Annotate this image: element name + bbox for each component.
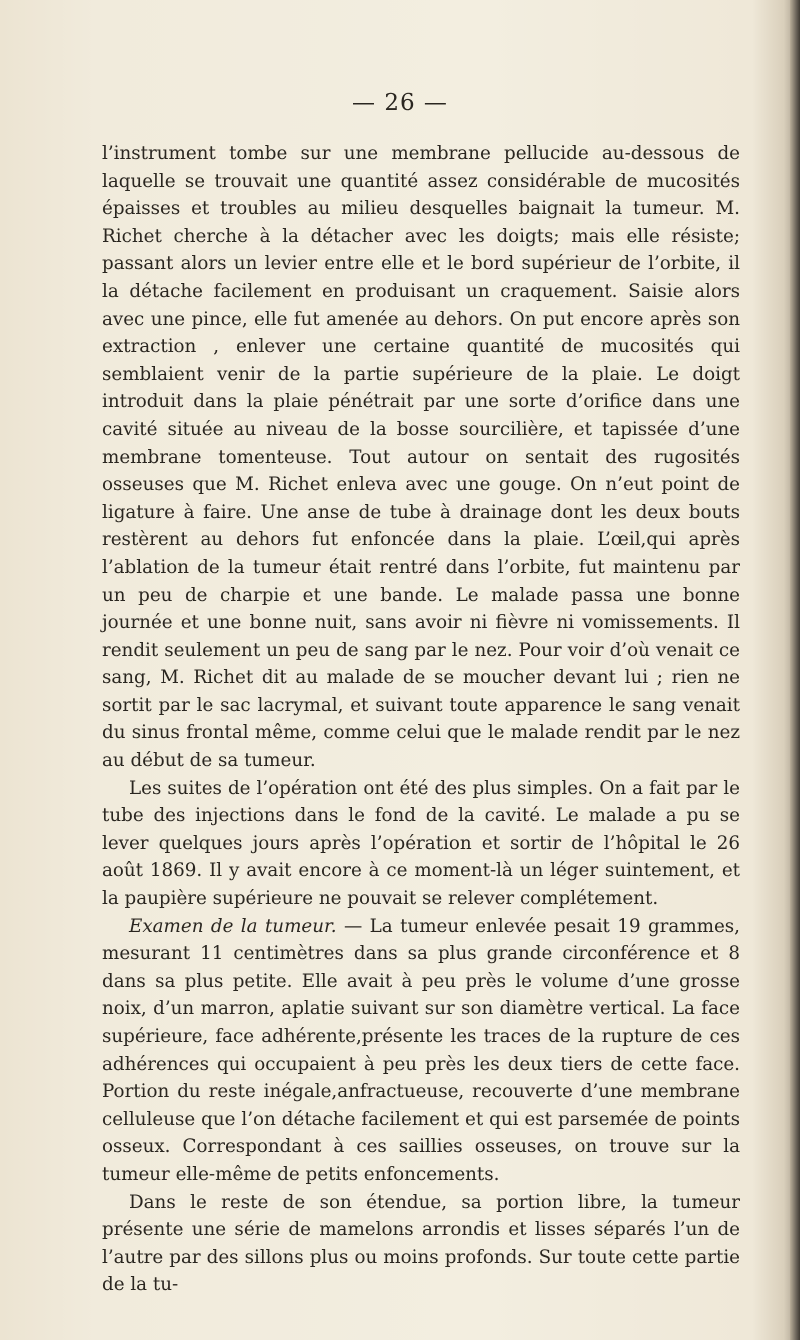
- page-number-header: — 26 —: [352, 90, 448, 116]
- paragraph-tumor-examination-text: — La tumeur enlevée pesait 19 grammes, mesurant 11 centimètres dans sa plus grande circonférence et 8 dans sa plus petite. Elle avait à peu près le volume d’une grosse noix, d’un marron, aplatie suivant sur son diamètre vertical. La face supérieure, face adhérente,présente les traces de la rupture de ces adhérences qui occupaient à peu près les deux tiers de cette face. Portion du reste inégale,anfractueuse, recouverte d’une membrane celluleuse que l’on détache facilement et qui est parsemée de points osseux. Correspondant à ces saillies osseuses, on trouve sur la tumeur elle-même de petits enfoncements.: [102, 915, 740, 1185]
- paragraph-tumor-surface: Dans le reste de son étendue, sa portion libre, la tumeur présente une série de mamelons arrondis et lisses séparés l’un de l’autre par des sillons plus ou moins profonds. Sur toute cette partie de la tu-: [102, 1191, 740, 1296]
- paragraph-operation-continued: l’instrument tombe sur une membrane pellucide au-dessous de laquelle se trouvait une quantité assez considérable de mucosités épaisses et troubles au milieu desquelles baignait la tumeur. M. Richet cherche à la détacher avec les doigts; mais elle résiste; passant alors un levier entre elle et le bord supérieur de l’orbite, il la détache facilement en produisant un craquement. Saisie alors avec une pince, elle fut amenée au dehors. On put encore après son extraction , enlever une certaine quantité de mucosités qui semblaient venir de la partie supérieure de la plaie. Le doigt introduit dans la plaie pénétrait par une sorte d’orifice dans une cavité située au niveau de la bosse sourcilière, et tapissée d’une membrane tomenteuse. Tout autour on sentait des rugosités osseuses que M. Richet enleva avec une gouge. On n’eut point de ligature à faire. Une anse de tube à drainage dont les deux bouts restèrent au dehors fut enfoncée dans la plaie. L’œil,qui après l’ablation de la tumeur était rentré dans l’orbite, fut maintenu par un peu de charpie et une bande. Le malade passa une bonne journée et une bonne nuit, sans avoir ni fièvre ni vomissements. Il rendit seulement un peu de sang par le nez. Pour voir d’où venait ce sang, M. Richet dit au malade de se moucher devant lui ; rien ne sortit par le sac lacrymal, et suivant toute apparence le sang venait du sinus frontal même, comme celui que le malade rendit par le nez au début de sa tumeur.: [102, 143, 740, 772]
- paragraph-aftermath: Les suites de l’opération ont été des plus simples. On a fait par le tube des injections dans le fond de la cavité. Le malade a pu se lever quelques jours après l’opération et sortir de l’hôpital le 26 août 1869. Il y avait encore à ce moment-là un léger suintement, et la paupière supérieure ne pouvait se relever complétement.: [102, 777, 740, 910]
- paragraph-tumor-examination: [102, 913, 740, 1189]
- page-body-text: [102, 140, 740, 1299]
- section-subheading: Examen de la tumeur.: [129, 915, 337, 937]
- page-edge-shadow: [790, 0, 800, 1340]
